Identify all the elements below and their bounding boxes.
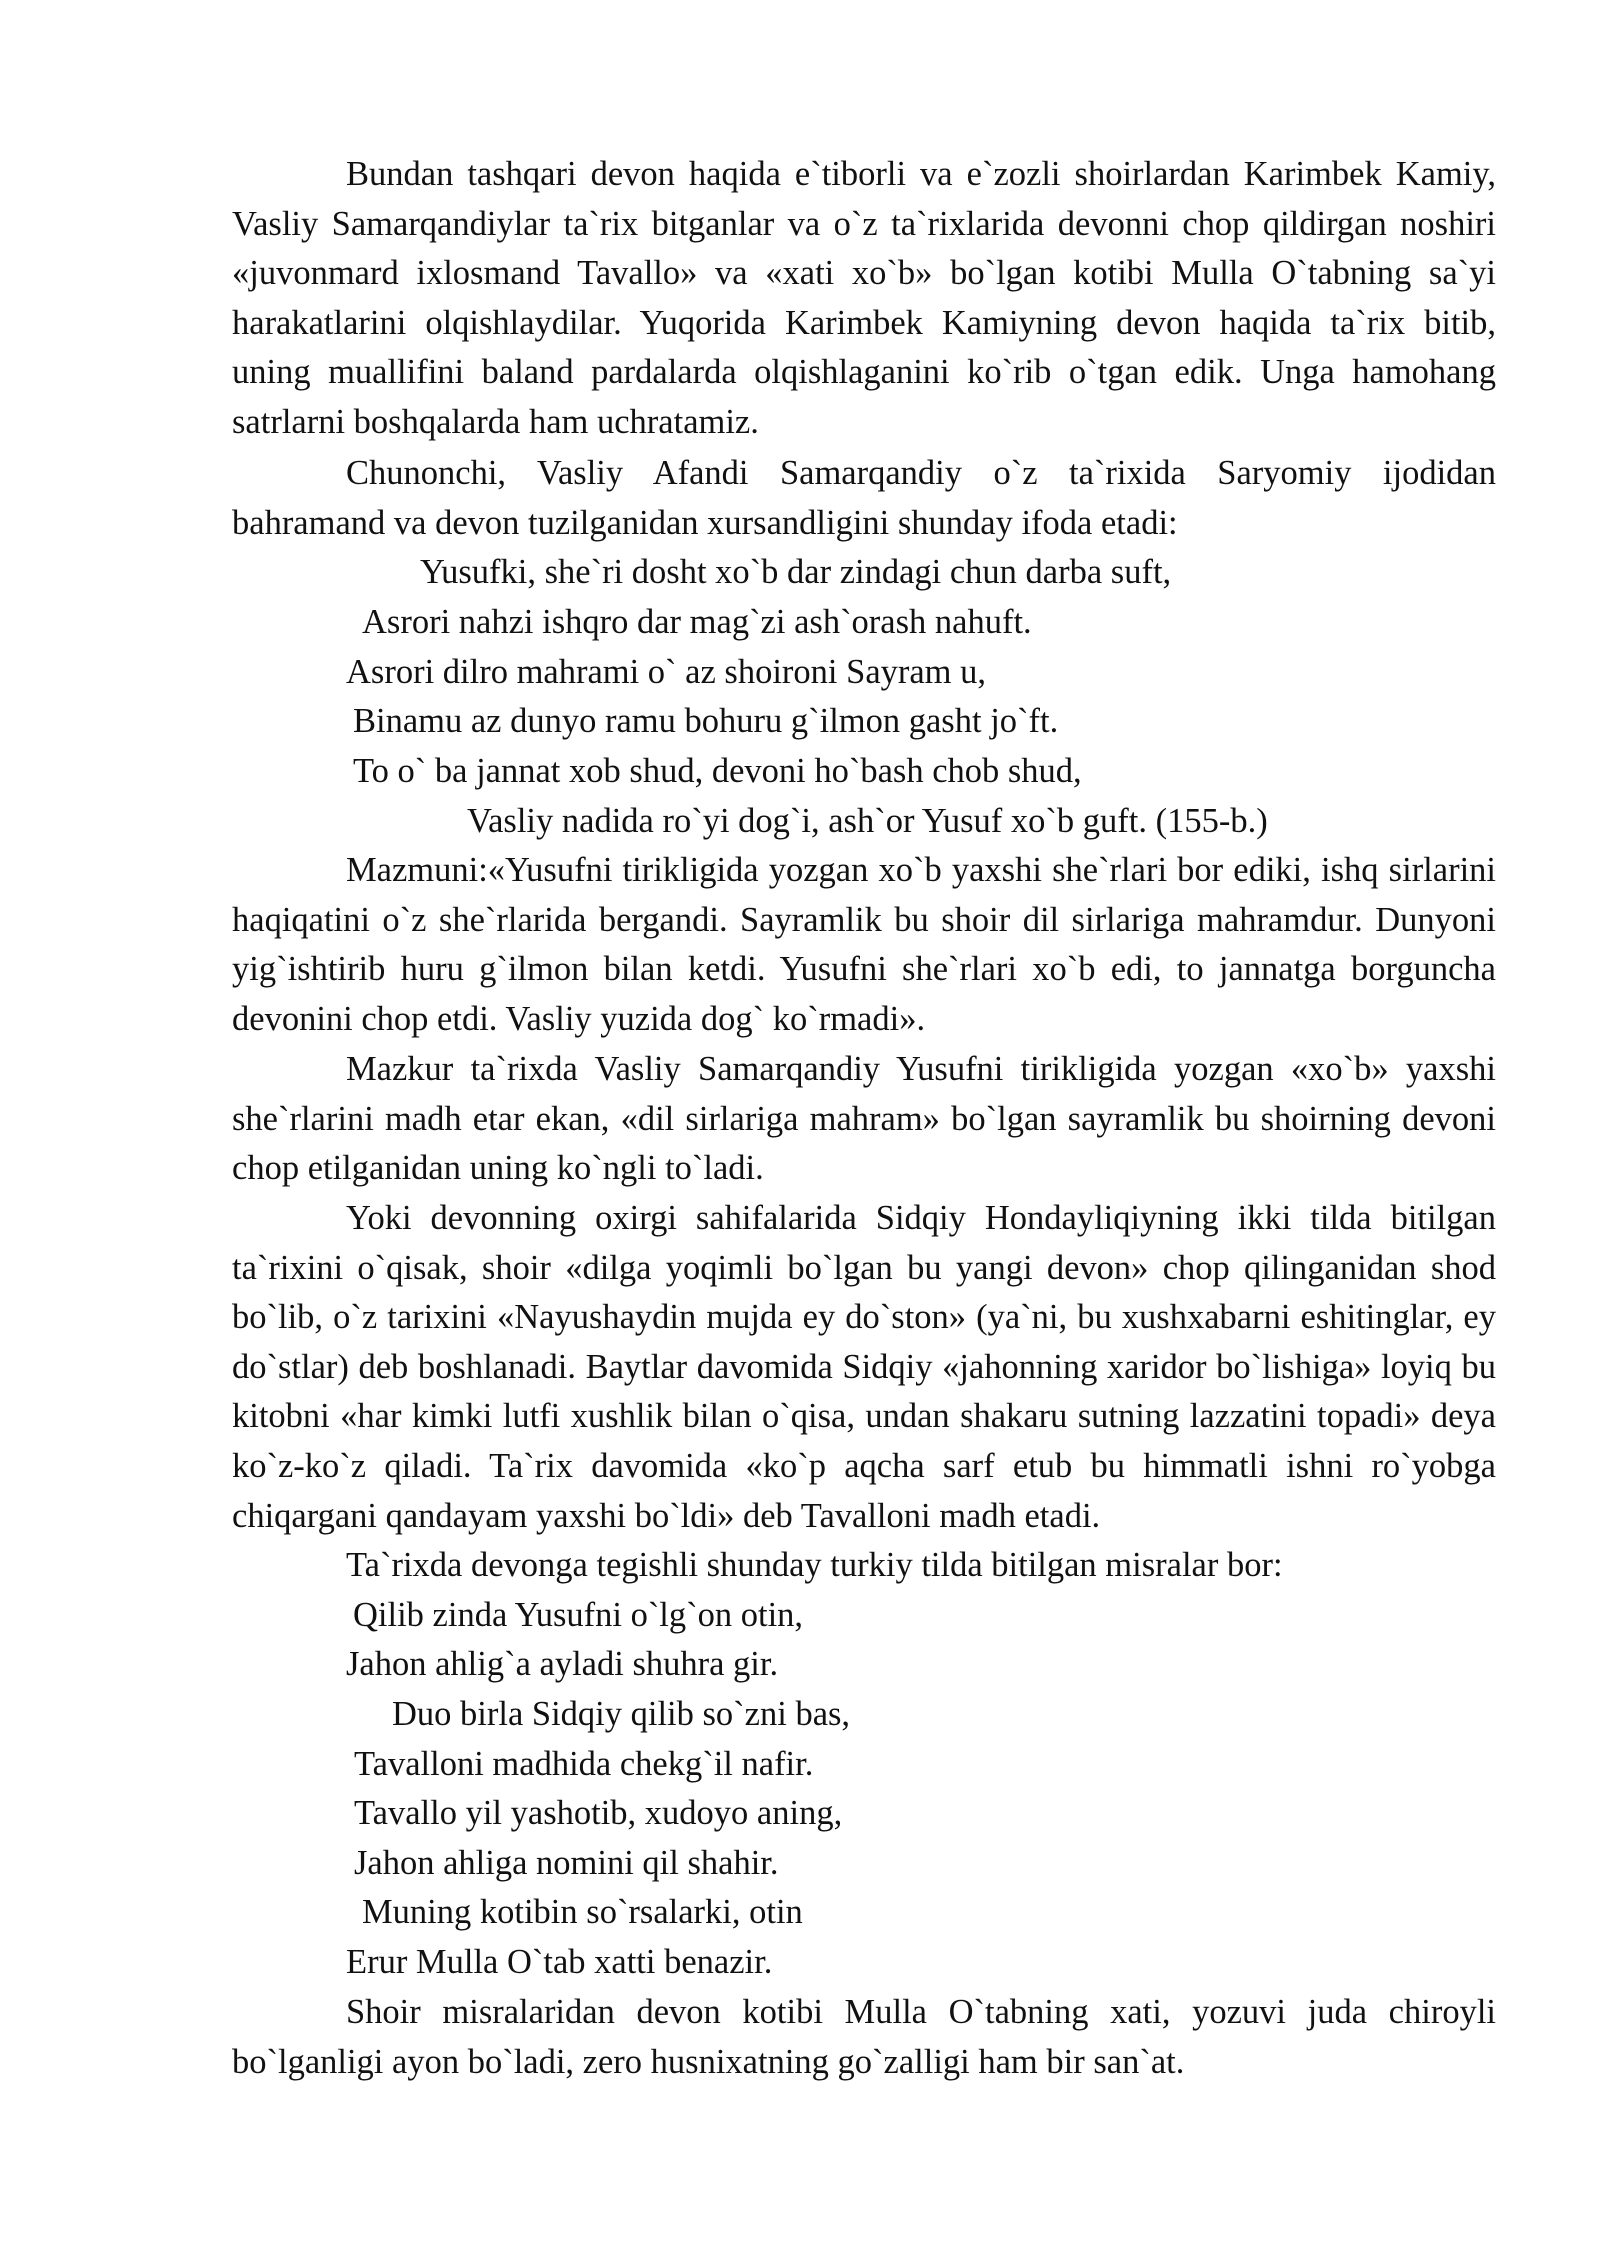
verse-line-2: Asrori nahzi ishqro dar mag`zi ash`orash nahuft.: [362, 603, 1032, 641]
verse-line-6: Vasliy nadida ro`yi dog`i, ash`or Yusuf xo`b guft. (155-b.): [467, 802, 1268, 840]
paragraph-4: Mazkur ta`rixda Vasliy Samarqandiy Yusufni tirikligida yozgan «xo`b» yaxshi she`rlarini madh etar ekan, «dil sirlariga mahram» bo`lgan sayramlik bu shoirning devoni chop etilganidan uning ko`ngli to`ladi.: [232, 1050, 1496, 1188]
verse-turkic-line-8: Erur Mulla O`tab xatti benazir.: [346, 1943, 773, 1981]
paragraph-3: Mazmuni:«Yusufni tirikligida yozgan xo`b yaxshi she`rlari bor ediki, ishq sirlarini haqiqatini o`z she`rlarida bergandi. Sayramlik bu shoir dil sirlariga mahramdur. Dunyoni yig`ishtirib huru g`ilmon bilan ketdi. Yusufni she`rlari xo`b edi, to jannatga borguncha devonini chop etdi. Vasliy yuzida dog` ko`rmadi».: [232, 851, 1496, 1038]
paragraph-2: Chunonchi, Vasliy Afandi Samarqandiy o`z ta`rixida Saryomiy ijodidan bahramand va devon tuzilganidan xursandligini shunday ifoda etadi:: [232, 454, 1496, 542]
paragraph-1: Bundan tashqari devon haqida e`tiborli va e`zozli shoirlardan Karimbek Kamiy, Vasliy Samarqandiylar ta`rix bitganlar va o`z ta`rixlarida devonni chop qildirgan noshiri «juvonmard ixlosmand Tavallo» va «xati xo`b» bo`lgan kotibi Mulla O`tabning sa`yi harakatlarini olqishlaydilar. Yuqorida Karimbek Kamiyning devon haqida ta`rix bitib, uning muallifini baland pardalarda olqishlaganini ko`rib o`tgan edik. Unga hamohang satrlarni boshqalarda ham uchratamiz.: [232, 155, 1496, 441]
paragraph-7: Shoir misralaridan devon kotibi Mulla O`tabning xati, yozuvi juda chiroyli bo`lganligi ayon bo`ladi, zero husnixatning go`zalligi ham bir san`at.: [232, 1993, 1496, 2081]
verse-line-4: Binamu az dunyo ramu bohuru g`ilmon gasht jo`ft.: [353, 702, 1059, 740]
paragraph-5: Yoki devonning oxirgi sahifalarida Sidqiy Hondayliqiyning ikki tilda bitilgan ta`rixini o`qisak, shoir «dilga yoqimli bo`lgan bu yangi devon» chop qilinganidan shod bo`lib, o`z tarixini «Nayushaydin mujda ey do`ston» (ya`ni, bu xushxabarni eshitinglar, ey do`stlar) deb boshlanadi. Baytlar davomida Sidqiy «jahonning xaridor bo`lishiga» loyiq bu kitobni «har kimki lutfi xushlik bilan o`qisa, undan shakaru sutning lazzatini topadi» deya ko`z-ko`z qiladi. Ta`rix davomida «ko`p aqcha sarf etub bu himmatli ishni ro`yobga chiqargani qandayam yaxshi bo`ldi» deb Tavalloni madh etadi.: [232, 1199, 1496, 1535]
paragraph-6: Ta`rixda devonga tegishli shunday turkiy tilda bitilgan misralar bor:: [346, 1546, 1283, 1584]
verse-turkic-line-2: Jahon ahlig`a ayladi shuhra gir.: [346, 1645, 779, 1683]
verse-line-1: Yusufki, she`ri dosht xo`b dar zindagi chun darba suft,: [420, 553, 1172, 591]
verse-turkic-line-6: Jahon ahliga nomini qil shahir.: [354, 1844, 779, 1882]
verse-turkic-line-7: Muning kotibin so`rsalarki, otin: [362, 1893, 803, 1931]
verse-turkic-line-3: Duo birla Sidqiy qilib so`zni bas,: [392, 1695, 851, 1733]
verse-turkic-line-1: Qilib zinda Yusufni o`lg`on otin,: [353, 1596, 804, 1634]
verse-turkic-line-5: Tavallo yil yashotib, xudoyo aning,: [354, 1794, 843, 1832]
verse-line-5: To o` ba jannat xob shud, devoni ho`bash chob shud,: [353, 752, 1082, 790]
verse-line-3: Asrori dilro mahrami o` az shoironi Sayram u,: [346, 653, 987, 691]
verse-turkic-line-4: Tavalloni madhida chekg`il nafir.: [354, 1745, 814, 1783]
